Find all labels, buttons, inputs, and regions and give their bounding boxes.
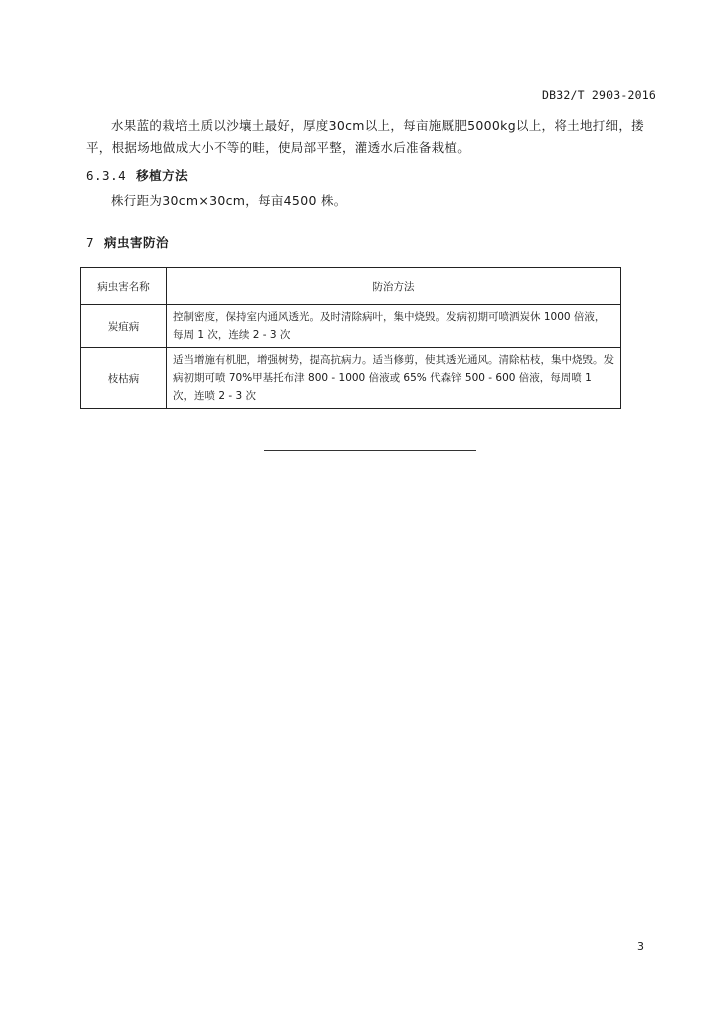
section-heading-7 [86, 233, 169, 251]
section-title: 移植方法 [136, 168, 189, 183]
control-method-cell: 适当增施有机肥，增强树势，提高抗病力。适当修剪，使其透光通风。清除枯枝，集中烧毁。发病初期可喷 70%甲基托布津 800 - 1000 倍液或 65% 代森锌 500 - 600 倍液，每周喷 1 次，连喷 2 - 3 次 [167, 348, 621, 409]
header-disease-name: 病虫害名称 [81, 268, 167, 305]
paragraph-soil-preparation: 水果蓝的栽培土质以沙壤土最好，厚度30cm以上，每亩施厩肥5000kg以上，将土地打细，搂平，根据场地做成大小不等的畦，使局部平整，灌透水后准备栽植。 [86, 118, 644, 155]
table-header-row [81, 268, 621, 305]
header-control-method: 防治方法 [167, 268, 621, 305]
document-code: DB32/T 2903-2016 [542, 88, 656, 102]
control-method-cell: 控制密度，保持室内通风透光。及时清除病叶，集中烧毁。发病初期可喷洒炭休 1000 倍液，每周 1 次，连续 2 - 3 次 [167, 305, 621, 348]
section-number: 6.3.4 [86, 168, 127, 183]
paragraph-plant-spacing: 株行距为30cm×30cm，每亩4500 株。 [111, 193, 347, 208]
page-number: 3 [637, 940, 644, 953]
end-of-document-rule [264, 450, 476, 451]
disease-name-cell: 枝枯病 [81, 348, 167, 409]
section-title: 病虫害防治 [104, 235, 170, 250]
section-number: 7 [86, 235, 95, 250]
table-row [81, 348, 621, 409]
section-heading-6-3-4 [86, 166, 188, 184]
disease-name-cell: 炭疽病 [81, 305, 167, 348]
table-row [81, 305, 621, 348]
disease-control-table [80, 267, 621, 409]
